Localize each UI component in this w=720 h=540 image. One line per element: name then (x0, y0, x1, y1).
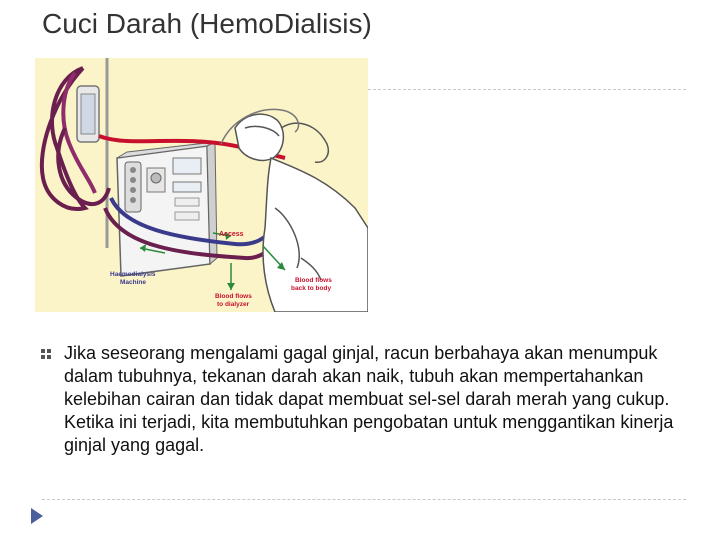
label-back-body-2: back to body (291, 285, 332, 292)
paragraph-2: Ketika ini terjadi, kita membutuhkan pengobatan untuk menggantikan kinerja ginjal yang gagal. (64, 412, 674, 455)
label-access: Access (219, 231, 244, 238)
hemodialysis-illustration (35, 58, 368, 312)
paragraph-1: Jika seseorang mengalami gagal ginjal, racun berbahaya akan menumpuk dalam tubuhnya, tekanan darah akan naik, tubuh akan mempertahankan kelebihan cairan dan tidak dapat membuat sel-sel darah merah yang cukup. (64, 343, 670, 409)
divider-bottom (42, 499, 686, 500)
label-to-dialyzer-2: to dialyzer (217, 301, 250, 308)
body-text (64, 342, 690, 457)
triangle-arrow-icon[interactable] (30, 507, 44, 525)
square-bullet-icon (40, 348, 52, 360)
divider-top (368, 89, 686, 90)
label-machine-1: Haemodialysis (110, 271, 156, 278)
label-machine-2: Machine (120, 279, 147, 286)
label-to-dialyzer-1: Blood flows (215, 293, 252, 300)
slide-title: Cuci Darah (HemoDialisis) (42, 8, 372, 39)
label-back-body-1: Blood flows (295, 277, 332, 284)
